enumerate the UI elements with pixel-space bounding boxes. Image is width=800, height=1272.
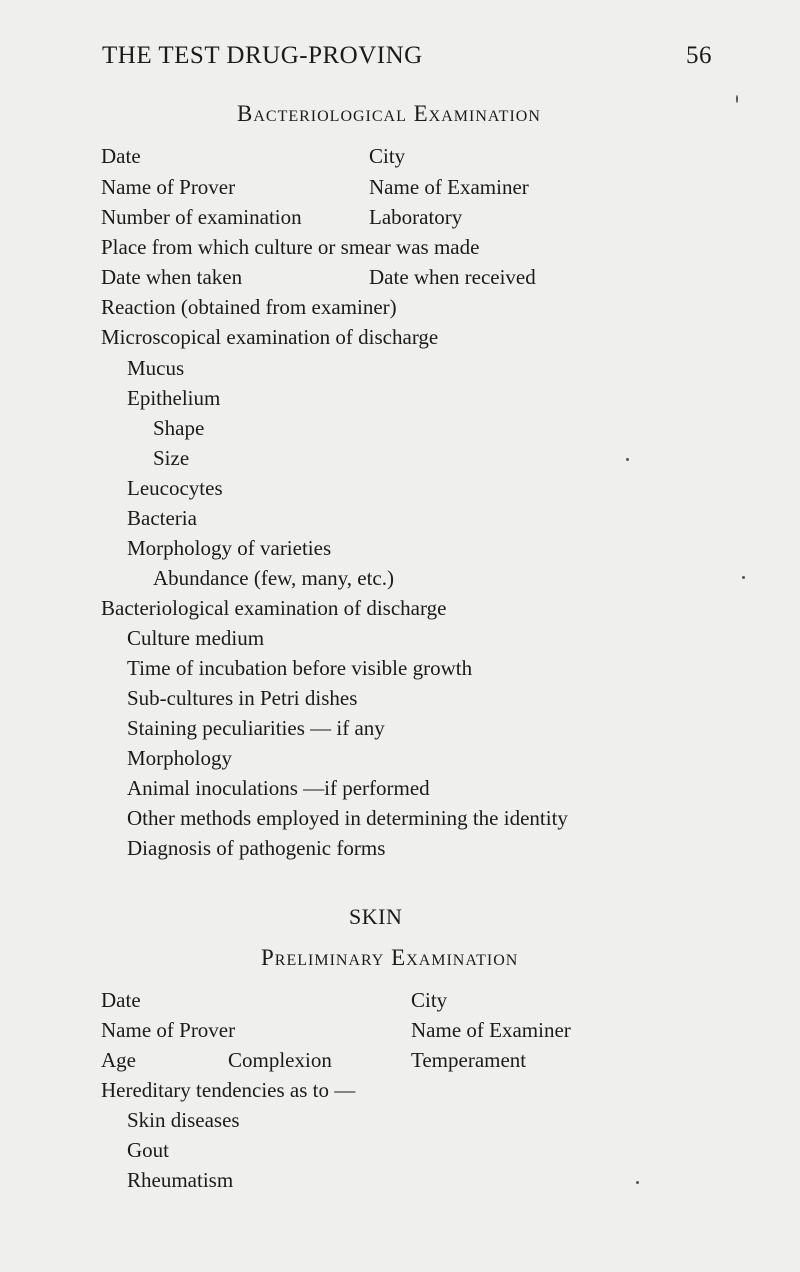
field-place: Place from which culture or smear was made	[101, 235, 480, 259]
skin-field-name-of-examiner: Name of Examiner	[411, 1018, 571, 1042]
skin-field-gout: Gout	[127, 1138, 169, 1162]
field-mucus: Mucus	[127, 356, 185, 380]
field-microscopical: Microscopical examination of discharge	[101, 325, 439, 349]
field-reaction: Reaction (obtained from examiner)	[101, 295, 397, 319]
field-culture-medium: Culture medium	[127, 626, 265, 650]
skin-field-date: Date	[101, 988, 141, 1012]
skin-field-city: City	[411, 988, 448, 1012]
skin-title: SKIN	[349, 904, 403, 929]
field-time-incubation: Time of incubation before visible growth	[127, 656, 473, 680]
page-number: 56	[686, 42, 712, 69]
field-city: City	[369, 144, 406, 168]
field-leucocytes: Leucocytes	[127, 476, 223, 500]
field-bacteria: Bacteria	[127, 506, 197, 530]
field-size: Size	[153, 446, 190, 470]
skin-field-skin-diseases: Skin diseases	[127, 1108, 240, 1132]
field-morphology: Morphology	[127, 746, 232, 770]
skin-field-age: Age	[101, 1048, 136, 1072]
scan-speck	[626, 458, 629, 461]
field-date: Date	[101, 144, 141, 168]
field-laboratory: Laboratory	[369, 205, 463, 229]
skin-field-rheumatism: Rheumatism	[127, 1168, 234, 1192]
field-animal-inoculations: Animal inoculations —if performed	[127, 776, 430, 800]
field-bacteriological-exam: Bacteriological examination of discharge	[101, 596, 447, 620]
field-staining: Staining peculiarities — if any	[127, 716, 385, 740]
field-abundance: Abundance (few, many, etc.)	[153, 566, 394, 590]
skin-field-hereditary: Hereditary tendencies as to —	[101, 1078, 356, 1102]
skin-field-name-of-prover: Name of Prover	[101, 1018, 236, 1042]
field-name-of-prover: Name of Prover	[101, 175, 236, 199]
field-diagnosis: Diagnosis of pathogenic forms	[127, 836, 386, 860]
field-shape: Shape	[153, 416, 205, 440]
field-name-of-examiner: Name of Examiner	[369, 175, 529, 199]
running-head-title: THE TEST DRUG-PROVING	[102, 42, 423, 69]
scan-speck	[636, 1181, 639, 1184]
field-other-methods: Other methods employed in determining the identity	[127, 806, 568, 830]
scan-speck	[742, 576, 745, 579]
field-date-received: Date when received	[369, 265, 536, 289]
field-sub-cultures: Sub-cultures in Petri dishes	[127, 686, 358, 710]
field-morphology-varieties: Morphology of varieties	[127, 536, 332, 560]
field-date-taken: Date when taken	[101, 265, 243, 289]
skin-field-complexion: Complexion	[228, 1048, 332, 1072]
scan-speck	[736, 95, 738, 103]
field-epithelium: Epithelium	[127, 386, 221, 410]
skin-heading: Preliminary Examination	[261, 945, 519, 970]
bacteriological-heading: Bacteriological Examination	[237, 101, 541, 126]
skin-field-temperament: Temperament	[411, 1048, 527, 1072]
field-number-of-examination: Number of examination	[101, 205, 302, 229]
